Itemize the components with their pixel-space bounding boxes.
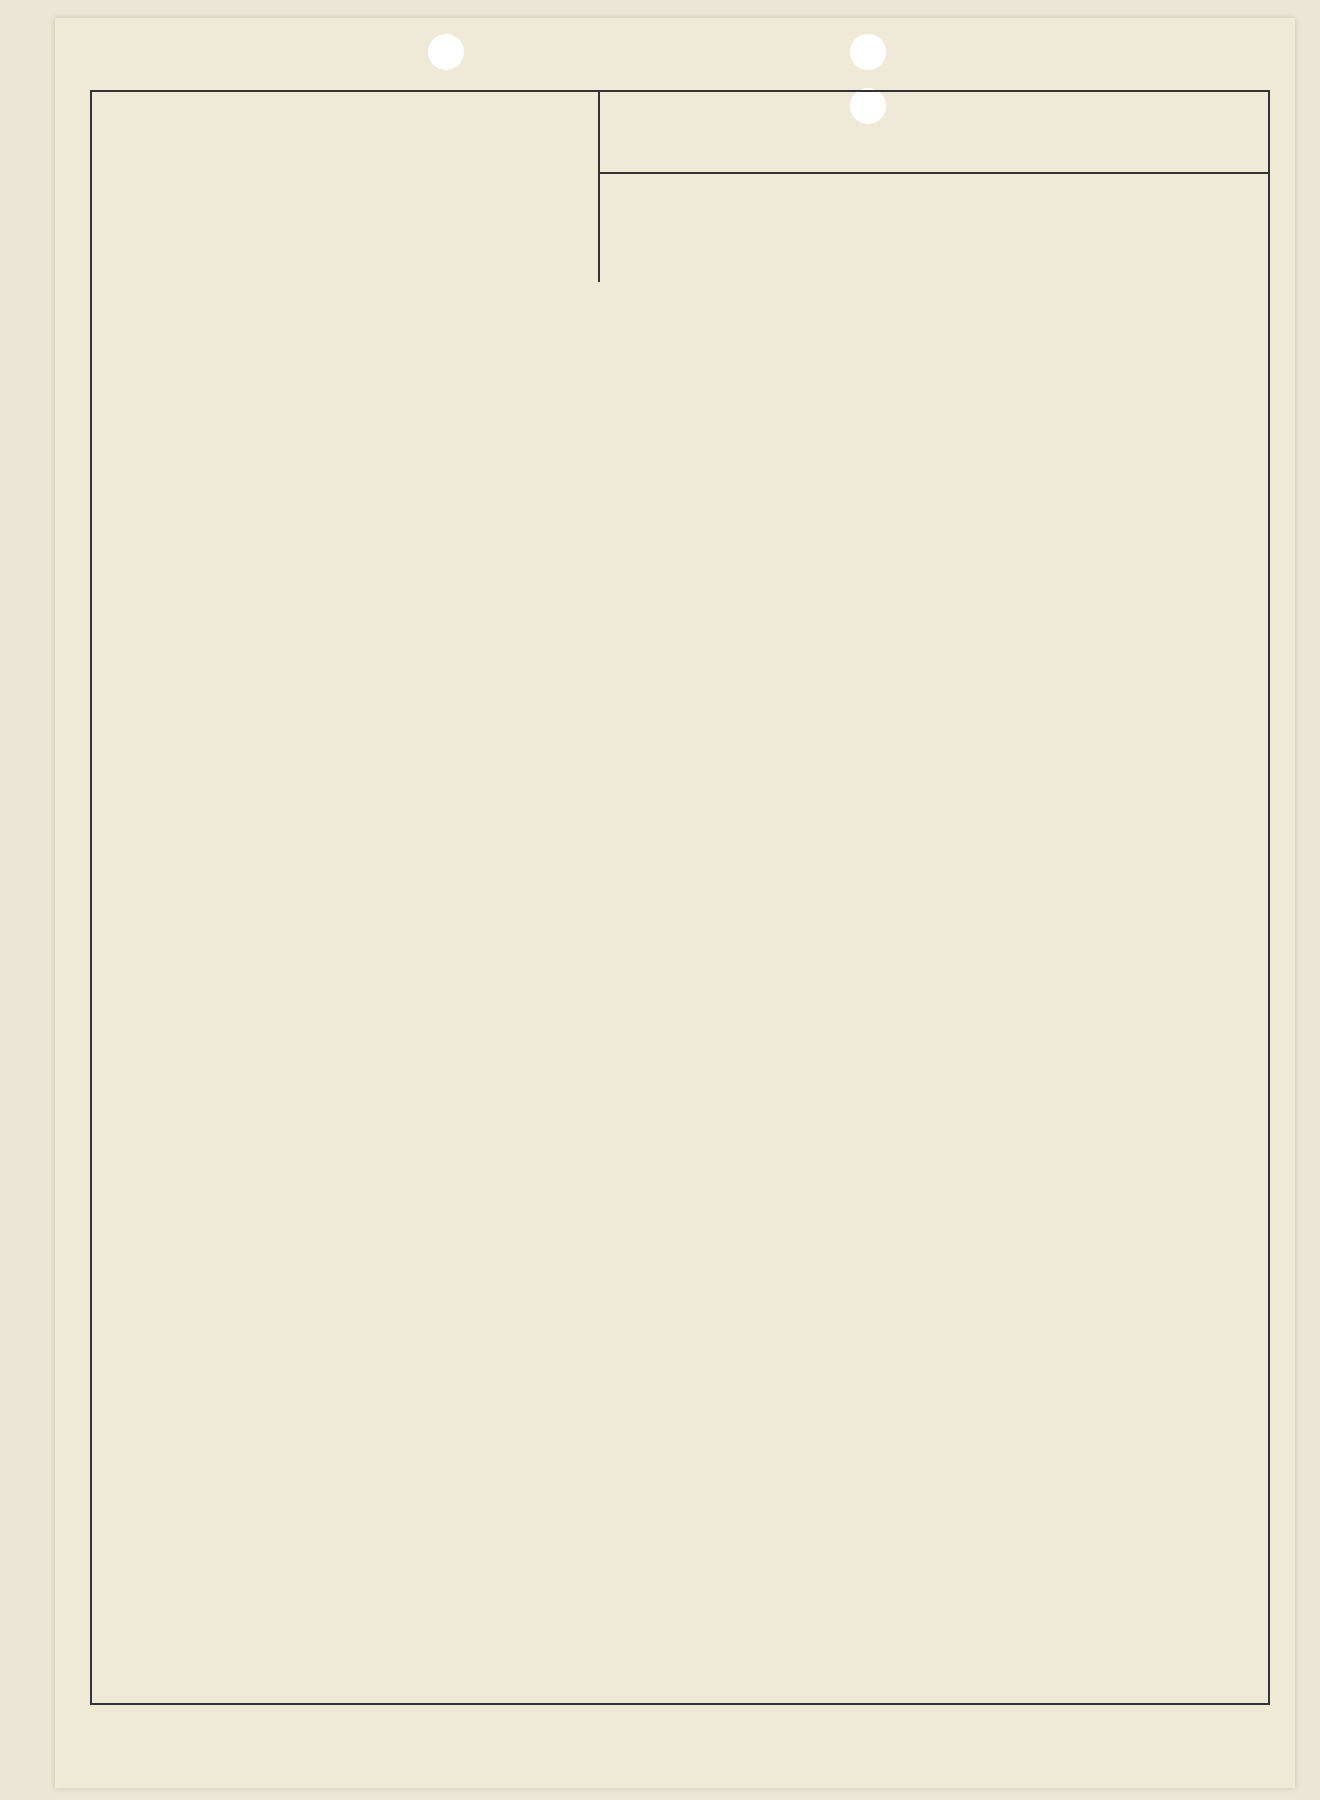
ink-marks — [92, 92, 1272, 1707]
punch-hole — [850, 34, 886, 70]
clothing-record-form — [90, 90, 1270, 1705]
punch-hole — [428, 34, 464, 70]
